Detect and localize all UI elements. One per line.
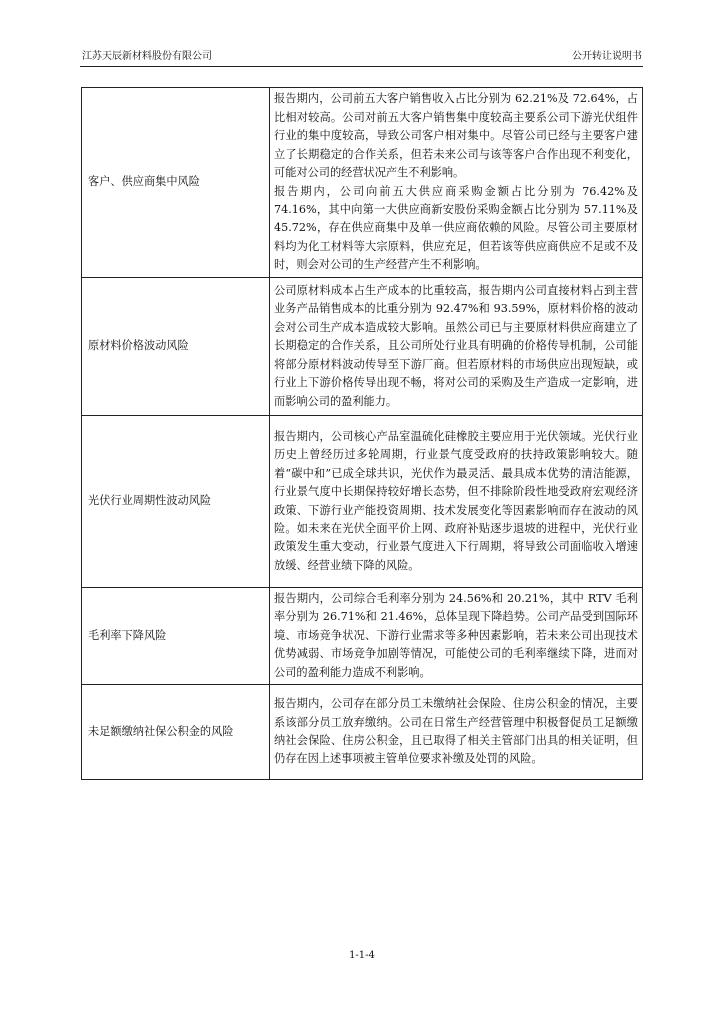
risk-paragraph: 报告期内，公司存在部分员工未缴纳社会保险、住房公积金的情况，主要系该部分员工放弃缴纳。公司在日常生产经营管理中积极督促员工足额缴纳社会保险、住房公积金，且已取得了相关主管部门出具的相关证明，但仍存在因上述事项被主管单位要求补缴及处罚的风险。	[274, 697, 638, 766]
risk-name: 客户、供应商集中风险	[82, 88, 270, 278]
risk-description	[270, 416, 643, 588]
page-number: 1-1-4	[349, 950, 375, 961]
company-name: 江苏天辰新材料股份有限公司	[82, 51, 212, 62]
risk-description	[270, 88, 643, 278]
table-row	[82, 685, 643, 780]
risk-description	[270, 588, 643, 685]
risk-paragraph: 报告期内，公司综合毛利率分别为 24.56%和 20.21%，其中 RTV 毛利率分别为 26.71%和 21.46%，总体呈现下降趋势。公司产品受到国际环境、市场竞争状况、下游行业需求等多种因素影响，若未来公司出现技术优势减弱、市场竞争加剧等情况，可能使公司的毛利率继续下降，进而对公司的盈利能力造成不利影响。	[274, 591, 638, 679]
risk-description	[270, 685, 643, 780]
risk-name: 未足额缴纳社保公积金的风险	[82, 685, 270, 780]
risk-description	[270, 278, 643, 416]
risk-paragraph: 公司原材料成本占生产成本的比重较高，报告期内公司直接材料占到主营业务产品销售成本的比重分别为 92.47%和 93.59%，原材料价格的波动会对公司生产成本造成较大影响。虽然公司已与主要原材料供应商建立了长期稳定的合作关系，且公司所处行业具有明确的价格传导机制，公司能将部分原材料波动传导至下游厂商。但若原材料的市场供应出现短缺，或行业上下游价格传导出现不畅，将对公司的采购及生产造成一定影响，进而影响公司的盈利能力。	[274, 284, 638, 408]
table-row	[82, 416, 643, 588]
risk-paragraph: 报告期内，公司核心产品室温硫化硅橡胶主要应用于光伏领域。光伏行业历史上曾经历过多轮周期，行业景气度受政府的扶持政策影响较大。随着“碳中和”已成全球共识，光伏作为最灵活、最具成本优势的清洁能源，行业景气度中长期保持较好增长态势，但不排除阶段性地受政府宏观经济政策、下游行业产能投资周期、技术发展变化等因素影响而存在波动的风险。如未来在光伏全面平价上网、政府补贴逐步退坡的进程中，光伏行业政策发生重大变动，行业景气度进入下行周期，将导致公司面临收入增速放缓、经营业绩下降的风险。	[274, 429, 638, 572]
risk-name: 原材料价格波动风险	[82, 278, 270, 416]
table-row	[82, 88, 643, 278]
header-rule	[80, 66, 643, 67]
table-row	[82, 278, 643, 416]
table-row	[82, 588, 643, 685]
document-type: 公开转让说明书	[572, 51, 642, 62]
risk-paragraph: 报告期内，公司前五大客户销售收入占比分别为 62.21%及 72.64%，占比相对较高。公司对前五大客户销售集中度较高主要系公司下游光伏组件行业的集中度较高，导致公司客户相对集中。尽管公司已经与主要客户建立了长期稳定的合作关系，但若未来公司与该等客户合作出现不利变化，可能对公司的经营状况产生不利影响。	[274, 92, 638, 180]
risk-table	[81, 87, 643, 780]
risk-name: 光伏行业周期性波动风险	[82, 416, 270, 588]
page-header	[82, 50, 642, 64]
risk-paragraph: 报告期内，公司向前五大供应商采购金额占比分别为 76.42%及 74.16%，其中向第一大供应商新安股份采购金额占比分别为 57.11%及 45.72%，存在供应商集中及单一供应商依赖的风险。尽管公司主要原材料均为化工材料等大宗原料，供应充足，但若该等供应商供应不足或不及时，则会对公司的生产经营产生不利影响。	[274, 184, 638, 272]
risk-name: 毛利率下降风险	[82, 588, 270, 685]
